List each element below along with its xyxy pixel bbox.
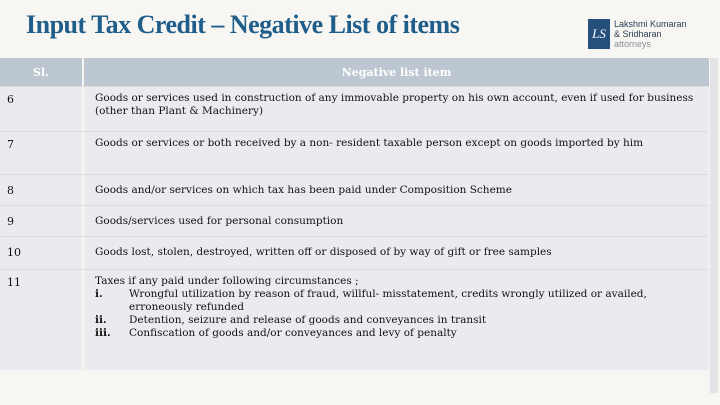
row-item: Goods lost, stolen, destroyed, written off or disposed of by way of gift or free samples bbox=[84, 237, 709, 269]
sub-item bbox=[95, 288, 701, 314]
table-row bbox=[0, 175, 709, 206]
table-row bbox=[0, 206, 709, 237]
table-header-row bbox=[0, 58, 709, 87]
sub-item bbox=[95, 314, 701, 327]
firm-logo bbox=[588, 19, 716, 55]
row-sl: 10 bbox=[0, 237, 82, 269]
sub-item-text: Wrongful utilization by reason of fraud, willful- misstatement, credits wrongly utilized or availed, erroneously refunded bbox=[129, 288, 647, 313]
logo-line-2: & Sridharan bbox=[614, 29, 662, 39]
row-item: Goods or services or both received by a non- resident taxable person except on goods imported by him bbox=[84, 132, 709, 174]
sub-item-text: Confiscation of goods and/or conveyances and levy of penalty bbox=[129, 327, 457, 339]
row-sl: 9 bbox=[0, 206, 82, 236]
row-sl: 11 bbox=[0, 270, 82, 370]
sub-item bbox=[95, 327, 701, 340]
logo-line-1: Lakshmi Kumaran bbox=[614, 19, 687, 29]
table-row bbox=[0, 270, 709, 370]
right-edge-bar bbox=[710, 58, 718, 393]
sub-item-number: ii. bbox=[95, 314, 107, 326]
header-item: Negative list item bbox=[84, 58, 709, 86]
row-item: Goods and/or services on which tax has been paid under Composition Scheme bbox=[84, 175, 709, 205]
row-item bbox=[84, 270, 709, 370]
slide-title: Input Tax Credit – Negative List of items bbox=[26, 10, 460, 39]
table-row bbox=[0, 132, 709, 175]
logo-line-3: attorneys bbox=[614, 39, 652, 49]
sub-item-number: i. bbox=[95, 288, 103, 300]
header-sl: Sl. bbox=[0, 58, 82, 86]
negative-list-table bbox=[0, 58, 709, 370]
row-sl: 6 bbox=[0, 87, 82, 131]
row-sl: 8 bbox=[0, 175, 82, 205]
logo-mark-icon: LS bbox=[588, 19, 610, 49]
logo-name bbox=[614, 19, 687, 49]
row-item: Goods or services used in construction of any immovable property on his own account, even if used for business (other than Plant & Machinery) bbox=[84, 87, 709, 131]
sub-item-text: Detention, seizure and release of goods and conveyances in transit bbox=[129, 314, 487, 326]
sub-item-number: iii. bbox=[95, 327, 111, 339]
table-row bbox=[0, 87, 709, 132]
row-sl: 7 bbox=[0, 132, 82, 174]
table-row bbox=[0, 237, 709, 270]
row-item: Goods/services used for personal consumption bbox=[84, 206, 709, 236]
row-item-intro: Taxes if any paid under following circumstances ; bbox=[95, 275, 359, 287]
